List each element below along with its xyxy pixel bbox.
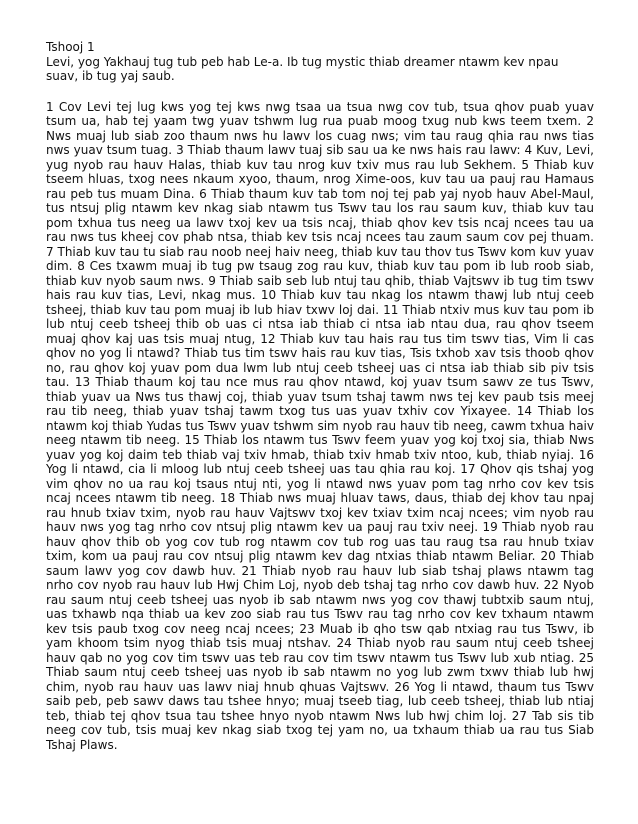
verse: 21 Thiab nyob rau hauv lub siab tshaj plaws ntawm tag nrho cov nyob rau hauv lub Hwj Chim Loj, nyob deb tshaj tag nrho cov dawb huv. [46, 563, 594, 592]
verse: 6 Thiab thaum kuv tab tom noj tej pab yaj nyob hauv Abel-Maul, tus ntsuj plig ntawm kev nkag siab ntawm tus Tswv tau los rau saum kuv, thiab kuv tau pom txhua tus neeg ua lawv txoj kev ua tsis ncaj, thiab qhov kev tsis ncaj ncees tau ua rau nws tus kheej cov phab ntsa, thiab kev tsis ncaj ncees tau zaum saum cov pej thuam. [46, 186, 594, 244]
verse: 20 Thiab saum lawv yog cov dawb huv. [46, 549, 594, 578]
verse: 3 Thiab thaum lawv tuaj sib sau ua ke nws hais rau lawv: [176, 143, 521, 157]
chapter-body [46, 100, 594, 753]
chapter-heading: Tshooj 1 [46, 40, 95, 54]
verse: 25 Thiab saum ntuj ceeb tsheej uas nyob ib sab ntawm no yog lub zwm txwv thiab lub hwj chim, nyob rau hauv uas lawv niaj hnub qhuas Vajtswv. [46, 650, 594, 694]
verse: 22 Nyob rau saum ntuj ceeb tsheej uas nyob ib sab ntawm nws yog cov thawj tubtxib saum ntuj, uas txhawb nqa thiab ua kev zoo siab rau tus Tswv rau tag nrho cov kev txhaum ntawm kev tsis paub txog cov neeg ncaj ncees; [46, 578, 594, 636]
verse: 7 Thiab kuv tau tu siab rau noob neej haiv neeg, thiab kuv tau thov tus Tswv kom kuv yuav dim. [46, 244, 594, 273]
verse: 2 Nws muaj lub siab zoo thaum nws hu lawv los cuag nws; vim tau raug qhia rau nws tias nws yuav tsum tuag. [46, 114, 594, 157]
verse: 26 Yog li ntawd, thaum tus Tswv saib peb, peb sawv daws tau tshee hnyo; muaj tseeb tiag, lub ceeb tsheej, thiab lub ntiaj teb, thiab tej qhov tsua tau tshee hnyo nyob ntawm Nws lub hwj chim loj. [46, 679, 594, 723]
verse: 17 Qhov qis tshaj yog vim qhov no ua rau koj tsaus ntuj nti, yog li ntawd nws yuav pom tag nrho cov kev tsis ncaj ncees ntawm tib neeg. [46, 462, 594, 505]
verse: 18 Thiab nws muaj hluav taws, daus, thiab dej khov tau npaj rau hnub txiav txim, nyob rau hauv Vajtswv txoj kev txiav txim ncaj ncees; vim nyob rau hauv nws yog tag nrho cov ntsuj plig ntawm kev ua pauj rau txiv neej. [46, 491, 594, 534]
verse: 19 Thiab nyob rau hauv qhov thib ob yog cov tub rog ntawm cov tub rog uas tau raug tsa rau hnub txiav txim, kom ua pauj rau cov ntsuj plig ntawm kev dag ntxias thiab ntawm Beliar. [46, 520, 594, 563]
verse: 9 Thiab saib seb lub ntuj tau qhib, thiab Vajtswv ib tug tim tswv hais rau kuv tias, Levi, nkag mus. [46, 273, 594, 302]
verse: 12 Thiab kuv tau hais rau tus tim tswv tias, Vim li cas qhov no yog li ntawd? Thiab tus tim tswv hais rau kuv tias, Tsis txhob xav tsis thoob qhov no, rau qhov koj yuav pom dua lwm lub ntuj ceeb tsheej uas ci ntsa iab thiab sib piv tsis tau. [46, 331, 594, 389]
verse: 5 Thiab kuv tseem hluas, txog nees nkaum xyoo, thaum, nrog Xime-oos, kuv tau ua pauj rau Hamaus rau peb tus muam Dina. [46, 157, 594, 201]
verse: 14 Thiab los ntawm koj thiab Yudas tus Tswv yuav tshwm sim nyob rau hauv tib neeg, cawm txhua haiv neeg ntawm tib neeg. [46, 404, 594, 447]
verse: 11 Thiab ntxiv mus kuv tau pom ib lub ntuj ceeb tsheej thib ob uas ci ntsa iab thiab ci ntsa iab ntau dua, rau qhov tseem muaj qhov kaj uas tsis muaj ntug, [46, 302, 595, 346]
verse: 16 Yog li ntawd, cia li mloog lub ntuj ceeb tsheej uas tau qhia rau koj. [46, 447, 594, 476]
verse: 27 Tab sis tib neeg cov tub, tsis muaj kev nkag siab txog tej yam no, ua txhaum thiab ua rau tus Siab Tshaj Plaws. [46, 708, 594, 752]
verse: 1 Cov Levi tej lug kws yog tej kws nwg tsaa ua tsua nwg cov tub, tsua qhov puab yuav tsum ua, hab tej yaam twg yuav tshwm lug rua puab moog txug nub kws teem txem. [46, 99, 594, 128]
verse: 10 Thiab kuv tau nkag los ntawm thawj lub ntuj ceeb tsheej, thiab kuv tau pom muaj ib lub hiav txwv loj dai. [46, 288, 594, 317]
chapter-summary: Levi, yog Yakhauj tug tub peb hab Le-a. Ib tug mystic thiab dreamer ntawm kev npau suav, ib tug yaj saub. [46, 54, 559, 83]
verse: 15 Thiab los ntawm tus Tswv feem yuav yog koj txoj sia, thiab Nws yuav yog koj daim teb thiab vaj txiv hmab, thiab txiv hmab txiv ntoo, kub, thiab nyiaj. [46, 433, 594, 462]
verse: 13 Thiab thaum koj tau nce mus rau qhov ntawd, koj yuav tsum sawv ze tus Tswv, thiab yuav ua Nws tus thawj coj, thiab yuav tsum tshaj tawm nws tej kev paub tsis meej rau tib neeg, thiab yuav tshaj tawm txog tus uas yuav txhiv cov Yixayee. [46, 375, 594, 418]
verse: 8 Ces txawm muaj ib tug pw tsaug zog rau kuv, thiab kuv tau pom ib lub roob siab, thiab kuv nyob saum nws. [46, 259, 594, 288]
verse: 4 Kuv, Levi, yug nyob rau hauv Halas, thiab kuv tau nrog kuv txiv mus rau lub Sekhem. [46, 143, 594, 172]
verse: 24 Thiab nyob rau saum ntuj ceeb tsheej hauv qab no yog cov tim tswv uas teb rau cov tim tswv ntawm tus Tswv lub xub ntiag. [46, 636, 594, 665]
verse: 23 Muab ib qho tsw qab ntxiag rau tus Tswv, ib yam khoom tsim nyog thiab tsis muaj ntshav. [46, 621, 594, 650]
